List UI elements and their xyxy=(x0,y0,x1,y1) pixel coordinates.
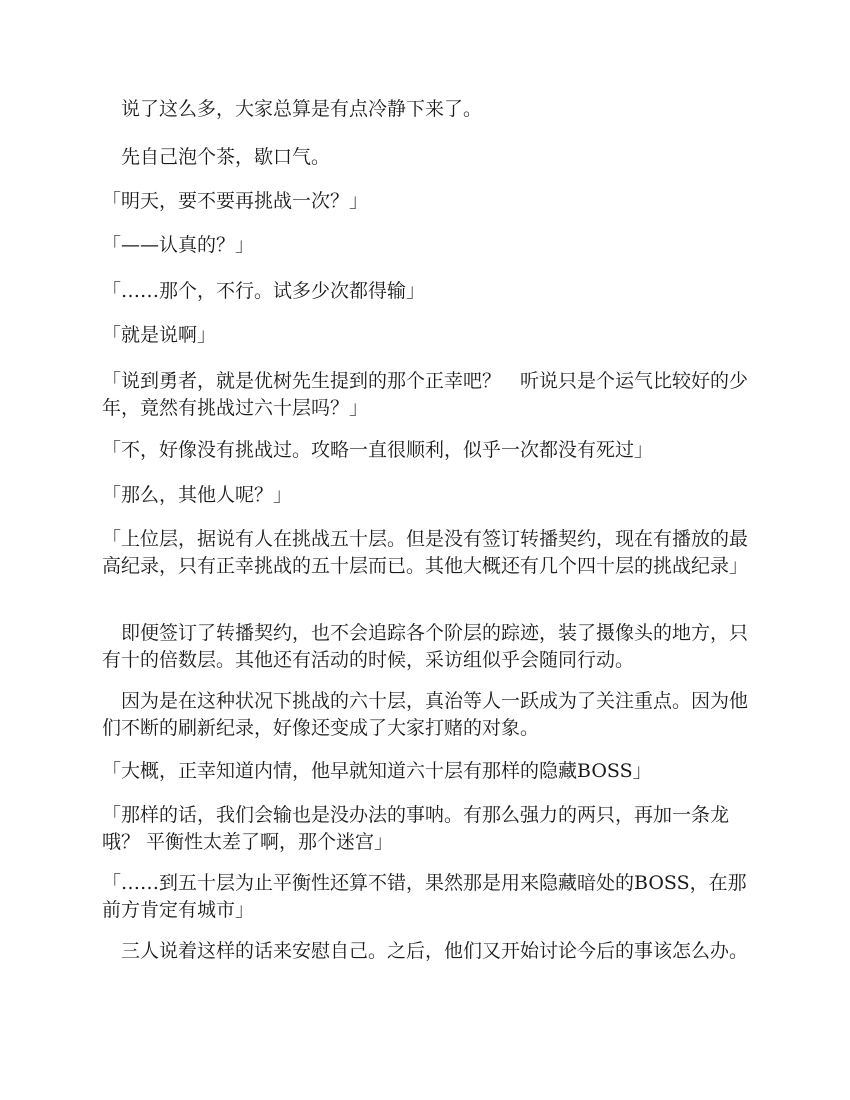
paragraph-7: 「说到勇者，就是优树先生提到的那个正幸吧？ 听说只是个运气比较好的少年，竟然有挑战过六十层吗？」 xyxy=(102,370,749,419)
paragraph-15: 「……到五十层为止平衡性还算不错，果然那是用来隐藏暗处的BOSS，在那前方肯定有城市」 xyxy=(102,872,747,921)
paragraph-8: 「不，好像没有挑战过。攻略一直很顺利，似乎一次都没有死过」 xyxy=(102,439,654,461)
paragraph-1: 说了这么多，大家总算是有点冷静下来了。 xyxy=(121,98,483,120)
paragraph-11: 即便签订了转播契约，也不会追踪各个阶层的踪迹，装了摄像头的地方，只有十的倍数层。其他还有活动的时候，采访组似乎会随同行动。 xyxy=(102,622,749,671)
paragraph-6: 「就是说啊」 xyxy=(102,324,217,346)
paragraph-10: 「上位层，据说有人在挑战五十层。但是没有签订转播契约，现在有播放的最高纪录，只有正幸挑战的五十层而已。其他大概还有几个四十层的挑战纪录」 xyxy=(102,528,749,577)
paragraph-14: 「那样的话，我们会输也是没办法的事呐。有那么强力的两只，再加一条龙哦？ 平衡性太差了啊，那个迷宫」 xyxy=(102,804,730,853)
paragraph-2: 先自己泡个茶，歇口气。 xyxy=(121,146,331,168)
paragraph-5: 「……那个，不行。试多少次都得输」 xyxy=(102,280,426,302)
paragraph-12: 因为是在这种状况下挑战的六十层，真治等人一跃成为了关注重点。因为他们不断的刷新纪录，好像还变成了大家打赌的对象。 xyxy=(102,690,749,739)
paragraph-9: 「那么，其他人呢？」 xyxy=(102,484,293,506)
paragraph-3: 「明天，要不要再挑战一次？」 xyxy=(102,190,369,212)
paragraph-4: 「——认真的？」 xyxy=(102,234,255,256)
paragraph-16: 三人说着这样的话来安慰自己。之后，他们又开始讨论今后的事该怎么办。 xyxy=(121,940,749,962)
paragraph-13: 「大概，正幸知道内情，他早就知道六十层有那样的隐藏BOSS」 xyxy=(102,760,652,782)
